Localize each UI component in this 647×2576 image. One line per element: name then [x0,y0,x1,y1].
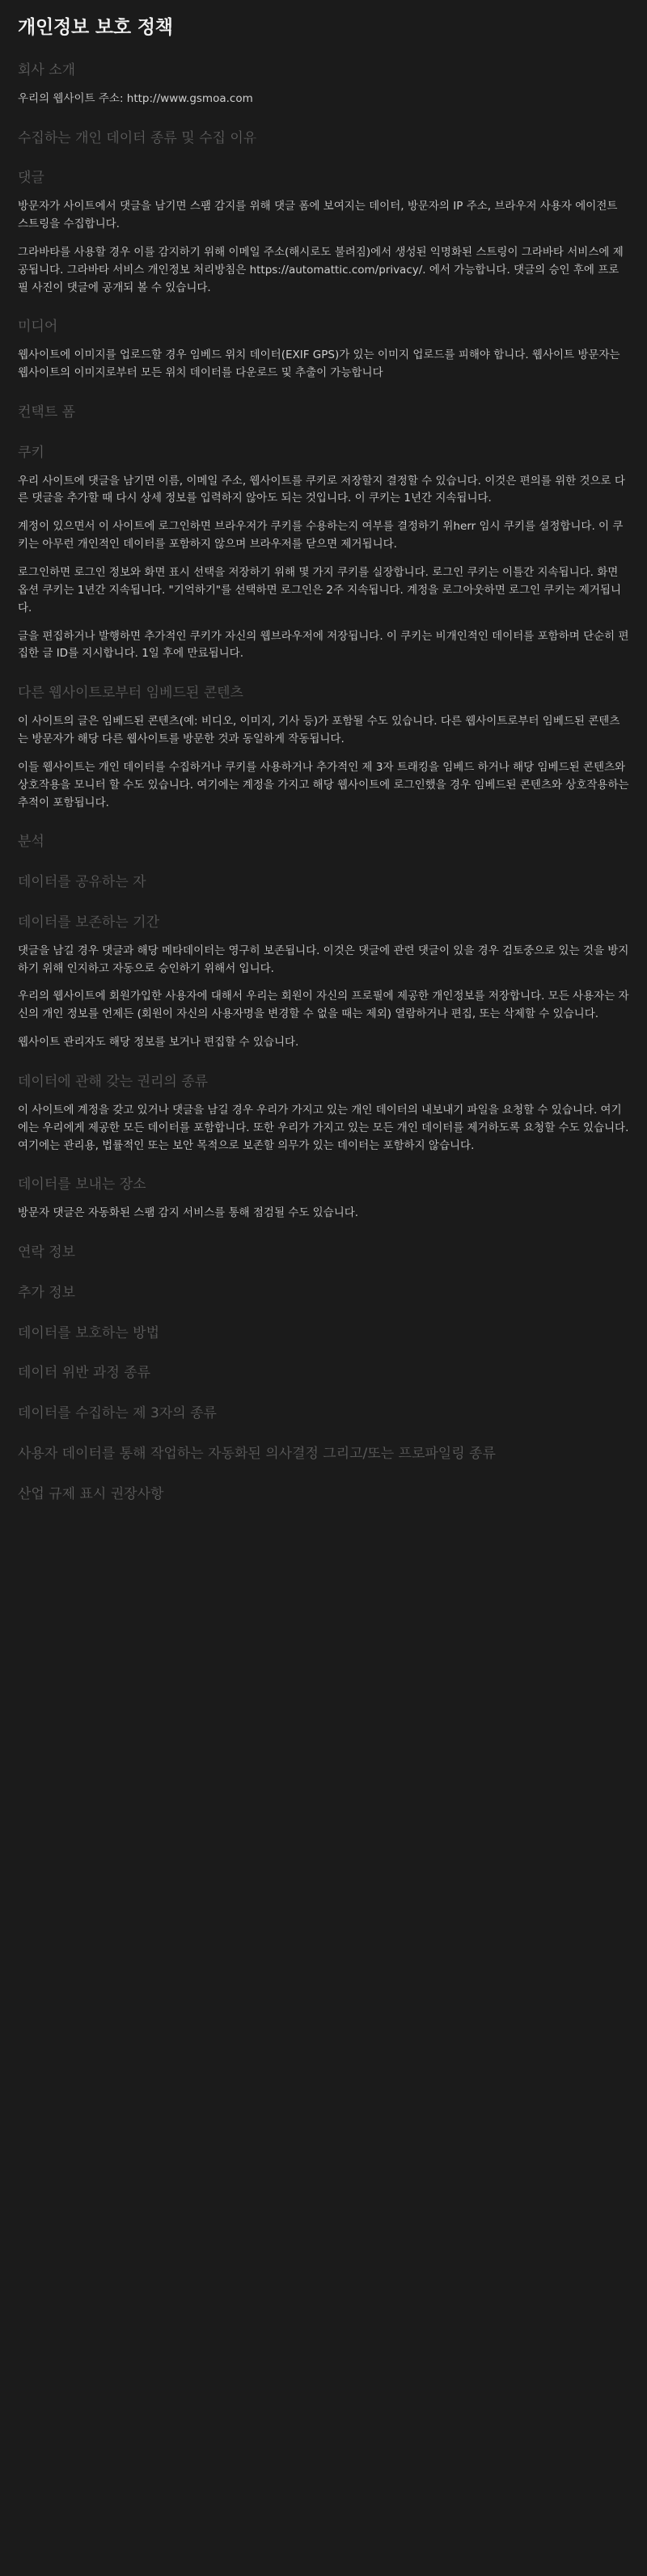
section-paragraph: 방문자 댓글은 자동화된 스팸 감지 서비스를 통해 점검될 수도 있습니다. [18,1206,359,1220]
section-paragraph: 글을 편집하거나 발행하면 추가적인 쿠키가 자신의 웹브라우저에 저장됩니다. 이 쿠키는 비개인적인 데이터를 포함하며 단순히 편집한 글 ID를 지시합니다. 1일 후에 만료됩니다. [18,629,629,661]
section-paragraph: 우리의 웹사이트 주소: http://www.gsmoa.com [18,91,253,105]
section-paragraph: 로그인하면 로그인 정보와 화면 표시 선택을 저장하기 위해 몇 가지 쿠키를 실장합니다. 로그인 쿠키는 이틀간 지속됩니다. 화면 옵션 쿠키는 1년간 지속됩니다. "기억하기"를 선택하면 로그인은 2주 지속됩니다. 계정을 로그아웃하면 로그인 쿠키는 제거됩니다. [18,565,622,614]
section-heading: 추가 정보 [18,1284,76,1301]
section-paragraph: 방문자가 사이트에서 댓글을 남기면 스팸 감지를 위해 댓글 폼에 보여지는 데이터, 방문자의 IP 주소, 브라우저 사용자 에이전트 스트링을 수집합니다. [18,200,618,230]
section-heading: 데이터 위반 과정 종류 [18,1365,151,1382]
policy-section [18,1485,629,1505]
section-heading: 산업 규제 표시 권장사항 [18,1485,164,1502]
policy-section [18,61,629,108]
policy-section [18,873,629,893]
section-paragraph: 웹사이트에 이미지를 업로드할 경우 임베드 위치 데이터(EXIF GPS)가 있는 이미지 업로드를 피해야 합니다. 웹사이트 방문자는 웹사이트의 이미지로부터 모든 위치 데이터를 다운로드 및 추출이 가능합니다 [18,348,620,380]
section-paragraph: 우리의 웹사이트에 회원가입한 사용자에 대해서 우리는 회원이 자신의 프로필에 제공한 개인정보를 저장합니다. 모든 사용자는 자신의 개인 정보를 언제든 (회원이 자신의 사용자명을 변경할 수 없을 때는 제외) 열람하거나 편집, 또는 삭제할 수 있습니다. [18,990,629,1021]
section-paragraph: 우리 사이트에 댓글을 남기면 이름, 이메일 주소, 웹사이트를 쿠키로 저장할지 결정할 수 있습니다. 이것은 편의를 위한 것으로 다른 댓글을 추가할 때 다시 상세 정보를 입력하지 않아도 되는 것입니다. 이 쿠키는 1년간 지속됩니다. [18,474,625,505]
policy-section [18,403,629,423]
policy-section [18,1284,629,1303]
policy-section [18,914,629,1052]
policy-section [18,1364,629,1383]
section-paragraph: 그라바타를 사용할 경우 이를 감지하기 위해 이메일 주소(해시로도 불려짐)에서 생성된 익명화된 스트링이 그라바타 서비스에 제공됩니다. 그라바타 서비스 개인정보 처리방침은 https://automattic.com/privacy/. 에서 가능합니다. 댓글의 승인 후에 프로필 사진이 댓글에 공개되 볼 수 있습니다. [18,245,624,294]
policy-section [18,1073,629,1155]
section-heading: 데이터를 보호하는 방법 [18,1324,160,1341]
policy-section [18,129,629,149]
policy-section [18,684,629,812]
policy-sections [18,61,629,1505]
section-heading: 데이터에 관해 갖는 권리의 종류 [18,1074,209,1091]
section-paragraph: 이 사이트에 계정을 갖고 있거나 댓글을 남길 경우 우리가 가지고 있는 개인 데이터의 내보내기 파일을 요청할 수 있습니다. 여기에는 우리에게 제공한 모든 데이터를 포함합니다. 또한 우리가 가지고 있는 모든 개인 데이터를 제거하도록 요청할 수도 있습니다. 여기에는 관리용, 법률적인 또는 보안 목적으로 보존할 의무가 있는 데이터는 포함하지 않습니다. [18,1103,629,1152]
section-paragraph: 이들 웹사이트는 개인 데이터를 수집하거나 쿠키를 사용하거나 추가적인 제 3자 트래킹을 임베드 하거나 해당 임베드된 콘텐츠와 상호작용을 모니터 할 수도 있습니다. 여기에는 계정을 가지고 해당 웹사이트에 로그인했을 경우 임베드된 콘텐츠와 상호작용하는 추적이 포함됩니다. [18,760,629,809]
policy-section [18,169,629,297]
section-paragraph: 계정이 있으면서 이 사이트에 로그인하면 브라우저가 쿠키를 수용하는지 여부를 결정하기 위herr 임시 쿠키를 설정합니다. 이 쿠키는 아무런 개인적인 데이터를 포함하지 않으며 브라우저를 닫으면 제거됩니다. [18,520,624,551]
policy-section [18,1445,629,1464]
section-heading: 데이터를 수집하는 제 3자의 종류 [18,1405,217,1422]
policy-section [18,833,629,852]
section-heading: 데이터를 공유하는 자 [18,874,146,891]
page-title: 개인정보 보호 정책 [18,17,173,38]
section-paragraph: 이 사이트의 글은 임베드된 콘텐츠(예: 비디오, 이미지, 기사 등)가 포함될 수도 있습니다. 다른 웹사이트로부터 임베드된 콘텐츠는 방문자가 해당 다른 웹사이트를 방문한 것과 동일하게 작동됩니다. [18,715,620,745]
policy-section [18,444,629,664]
section-heading: 미디어 [18,319,58,336]
policy-section [18,1244,629,1263]
section-heading: 연락 정보 [18,1244,76,1261]
section-heading: 다른 웹사이트로부터 임베드된 콘텐츠 [18,685,243,702]
section-heading: 댓글 [18,170,44,187]
section-heading: 수집하는 개인 데이터 종류 및 수집 이유 [18,129,257,146]
section-heading: 컨택트 폼 [18,403,76,420]
policy-section [18,318,629,382]
policy-section [18,1176,629,1223]
section-heading: 분석 [18,834,44,851]
section-heading: 쿠키 [18,444,44,461]
section-heading: 데이터를 보존하는 기간 [18,914,160,931]
section-heading: 사용자 데이터를 통해 작업하는 자동화된 의사결정 그리고/또는 프로파일링 종류 [18,1446,496,1463]
section-heading: 회사 소개 [18,61,76,78]
policy-section [18,1404,629,1424]
section-paragraph: 댓글을 남길 경우 댓글과 해당 메타데이터는 영구히 보존됩니다. 이것은 댓글에 관련 댓글이 있을 경우 검토중으로 있는 것을 방지하기 위해 인지하고 자동으로 승인하기 위해서 입니다. [18,944,629,975]
section-heading: 데이터를 보내는 장소 [18,1176,146,1193]
section-paragraph: 웹사이트 관리자도 해당 정보를 보거나 편집할 수 있습니다. [18,1036,299,1049]
policy-section [18,1324,629,1344]
